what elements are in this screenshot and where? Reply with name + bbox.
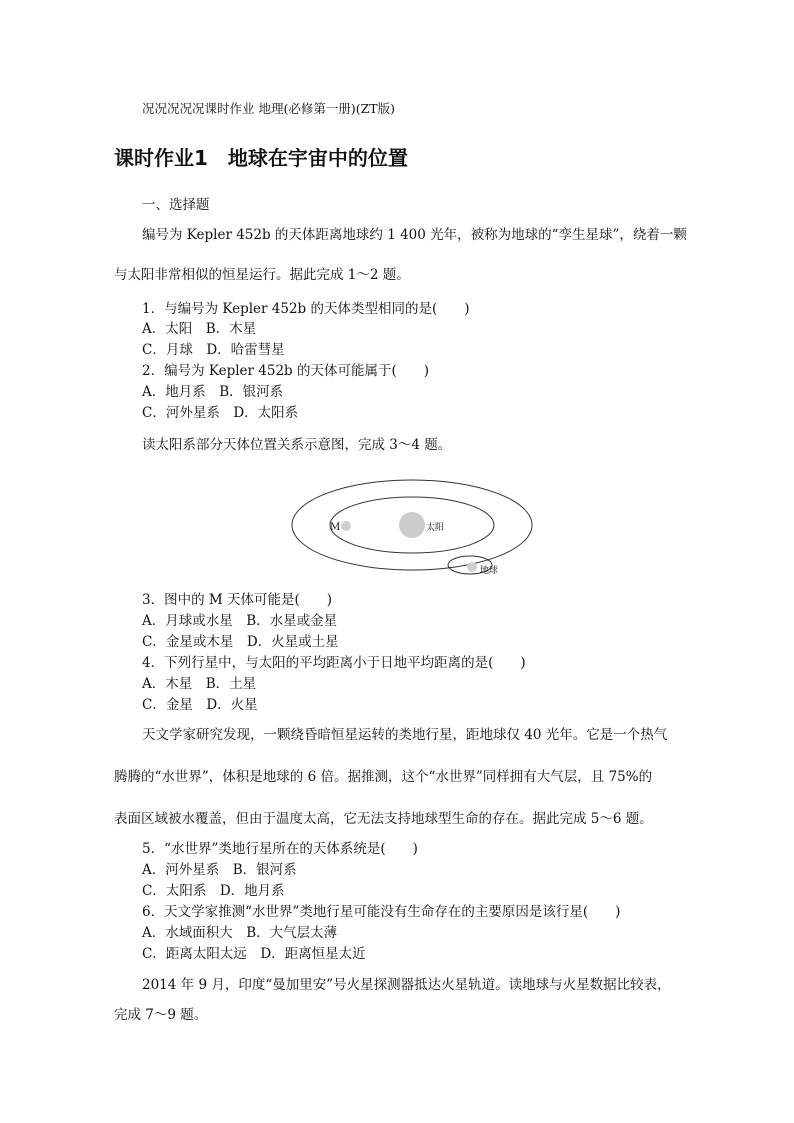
intro-q3-q4: 读太阳系部分天体位置关系示意图，完成 3～4 题。 <box>142 437 452 453</box>
m-label: M <box>330 522 341 533</box>
q1-options-ab: A．太阳 B．木星 <box>142 321 257 337</box>
q3-stem: 3．图中的 M 天体可能是( ) <box>142 592 333 608</box>
q2-options-ab: A．地月系 B．银河系 <box>142 384 284 400</box>
q3-options-ab: A．月球或水星 B．水星或金星 <box>142 613 338 629</box>
passage2-line1: 天文学家研究发现，一颗绕昏暗恒星运转的类地行星，距地球仅 40 光年。它是一个热气 <box>142 727 668 743</box>
q1-options-cd: C．月球 D．哈雷彗星 <box>142 342 285 358</box>
q4-options-ab: A．木星 B．土星 <box>142 676 257 692</box>
q5-options-ab: A．河外星系 B．银河系 <box>142 862 297 878</box>
q6-options-cd: C．距离太阳太远 D．距离恒星太近 <box>142 946 366 962</box>
passage1-line1: 编号为 Kepler 452b 的天体距离地球约 1 400 光年，被称为地球的“孪生星球”，绕着一颗 <box>142 227 687 243</box>
q5-stem: 5．“水世界”类地行星所在的天体系统是( ) <box>142 841 418 857</box>
q4-options-cd: C．金星 D．火星 <box>142 697 258 713</box>
q6-options-ab: A．水域面积大 B．大气层太薄 <box>142 925 338 941</box>
q3-options-cd: C．金星或木星 D．火星或土星 <box>142 634 339 650</box>
passage1-line2: 与太阳非常相似的恒星运行。据此完成 1～2 题。 <box>114 267 410 283</box>
page-title: 课时作业1 地球在宇宙中的位置 <box>114 146 408 170</box>
passage2-line2: 腾腾的“水世界”，体积是地球的 6 倍。据推测，这个“水世界”同样拥有大气层，且 75%的 <box>114 769 653 785</box>
earth-body <box>467 562 477 572</box>
q5-options-cd: C．太阳系 D．地月系 <box>142 883 285 899</box>
earth-label: 地球 <box>480 566 499 576</box>
m-body <box>341 521 351 531</box>
passage3-line2: 完成 7～9 题。 <box>114 1007 208 1023</box>
solar-system-diagram <box>290 470 540 580</box>
section-heading: 一、选择题 <box>142 197 210 213</box>
sun-body <box>399 512 425 538</box>
passage3-line1: 2014 年 9 月，印度“曼加里安”号火星探测器抵达火星轨道。读地球与火星数据比较表， <box>142 977 671 993</box>
q2-options-cd: C．河外星系 D．太阳系 <box>142 405 299 421</box>
q4-stem: 4．下列行星中，与太阳的平均距离小于日地平均距离的是( ) <box>142 655 526 671</box>
sun-label: 太阳 <box>426 523 445 533</box>
page-header: 况况况况况课时作业 地理(必修第一册)(ZT版) <box>142 101 396 116</box>
passage2-line3: 表面区域被水覆盖，但由于温度太高，它无法支持地球型生命的存在。据此完成 5～6 题。 <box>114 811 653 827</box>
q2-stem: 2．编号为 Kepler 452b 的天体可能属于( ) <box>142 363 430 379</box>
q1-stem: 1．与编号为 Kepler 452b 的天体类型相同的是( ) <box>142 301 470 317</box>
q6-stem: 6．天文学家推测“水世界”类地行星可能没有生命存在的主要原因是该行星( ) <box>142 904 621 920</box>
